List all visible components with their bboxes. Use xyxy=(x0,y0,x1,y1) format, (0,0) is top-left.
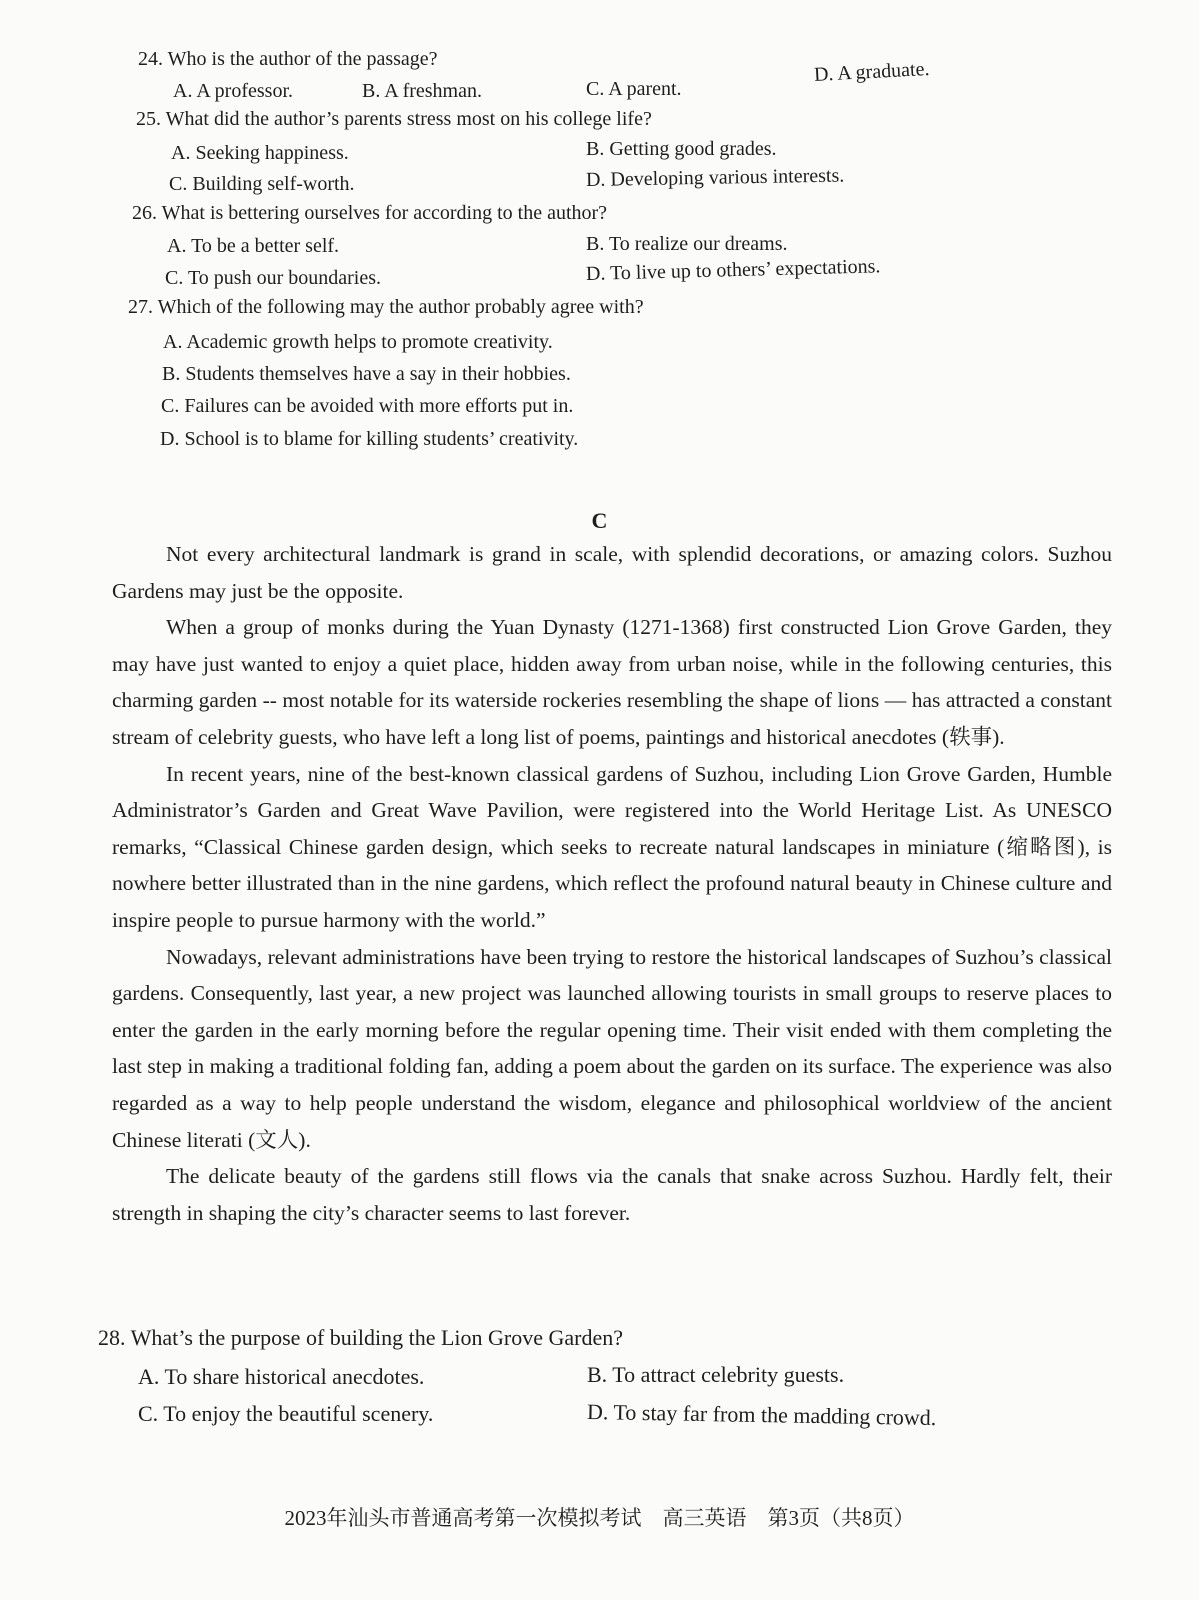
question-28-stem: 28. What’s the purpose of building the Lion Grove Garden? xyxy=(98,1325,624,1350)
question-24-stem: 24. Who is the author of the passage? xyxy=(138,48,438,70)
question-25-stem: 25. What did the author’s parents stress most on his college life? xyxy=(136,108,652,130)
passage-paragraph: The delicate beauty of the gardens still flows via the canals that snake across Suzhou. Hardly felt, their strength in shaping the city’s character seems to last forever. xyxy=(112,1164,1112,1225)
section-c-passage xyxy=(112,536,1112,1231)
question-27-option-b: B. Students themselves have a say in their hobbies. xyxy=(162,363,571,385)
page-footer: 2023年汕头市普通高考第一次模拟考试 高三英语 第3页（共8页） xyxy=(284,1506,915,1530)
question-25-option-a: A. Seeking happiness. xyxy=(171,142,349,164)
question-28-option-d: D. To stay far from the madding crowd. xyxy=(586,1399,937,1431)
question-24-option-b: B. A freshman. xyxy=(362,80,482,102)
passage-paragraph: When a group of monks during the Yuan Dynasty (1271-1368) first constructed Lion Grove Garden, they may have just wanted to enjoy a quiet place, hidden away from urban noise, while in the following centuries, this charming garden -- most notable for its waterside rockeries resembling the shape of lions — has attracted a constant stream of celebrity guests, who have left a long list of poems, paintings and historical anecdotes (轶事). xyxy=(112,615,1112,749)
question-25-option-c: C. Building self-worth. xyxy=(169,173,355,195)
section-c-title: C xyxy=(591,508,608,533)
question-26-option-c: C. To push our boundaries. xyxy=(165,267,381,289)
question-26-option-a: A. To be a better self. xyxy=(167,235,340,257)
question-25-option-d: D. Developing various interests. xyxy=(585,164,845,191)
question-27-stem: 27. Which of the following may the author probably agree with? xyxy=(128,296,644,318)
question-27-option-a: A. Academic growth helps to promote creativity. xyxy=(163,331,553,353)
question-24-option-c: C. A parent. xyxy=(586,78,682,100)
question-24-option-a: A. A professor. xyxy=(173,80,293,102)
question-26-stem: 26. What is bettering ourselves for according to the author? xyxy=(132,202,608,224)
question-27-option-d: D. School is to blame for killing students’ creativity. xyxy=(160,428,579,450)
question-26-option-d: D. To live up to others’ expectations. xyxy=(585,255,881,285)
passage-paragraph: Nowadays, relevant administrations have been trying to restore the historical landscapes of Suzhou’s classical gardens. Consequently, last year, a new project was launched allowing tourists in small groups to reserve places to enter the garden in the early morning before the regular opening time. Their visit ended with them completing the last step in making a traditional folding fan, adding a poem about the garden on its surface. The experience was also regarded as a way to help people understand the wisdom, elegance and philosophical worldview of the ancient Chinese literati (文人). xyxy=(112,944,1112,1152)
question-25-option-b: B. Getting good grades. xyxy=(586,138,777,160)
question-27-option-c: C. Failures can be avoided with more efforts put in. xyxy=(161,395,574,417)
passage-paragraph: Not every architectural landmark is grand in scale, with splendid decorations, or amazing colors. Suzhou Gardens may just be the opposite. xyxy=(112,542,1112,603)
question-28-option-a: A. To share historical anecdotes. xyxy=(138,1364,425,1389)
question-28-option-c: C. To enjoy the beautiful scenery. xyxy=(138,1401,434,1426)
passage-paragraph: In recent years, nine of the best-known classical gardens of Suzhou, including Lion Grove Garden, Humble Administrator’s Garden and Great Wave Pavilion, were registered into the World Heritage List. As UNESCO remarks, “Classical Chinese garden design, which seeks to recreate natural landscapes in miniature (缩略图), is nowhere better illustrated than in the nine gardens, which reflect the profound natural beauty in Chinese culture and inspire people to pursue harmony with the world.” xyxy=(112,761,1112,932)
question-24-option-d: D. A graduate. xyxy=(813,57,930,86)
question-28-option-b: B. To attract celebrity guests. xyxy=(587,1362,845,1387)
question-26-option-b: B. To realize our dreams. xyxy=(586,233,788,255)
